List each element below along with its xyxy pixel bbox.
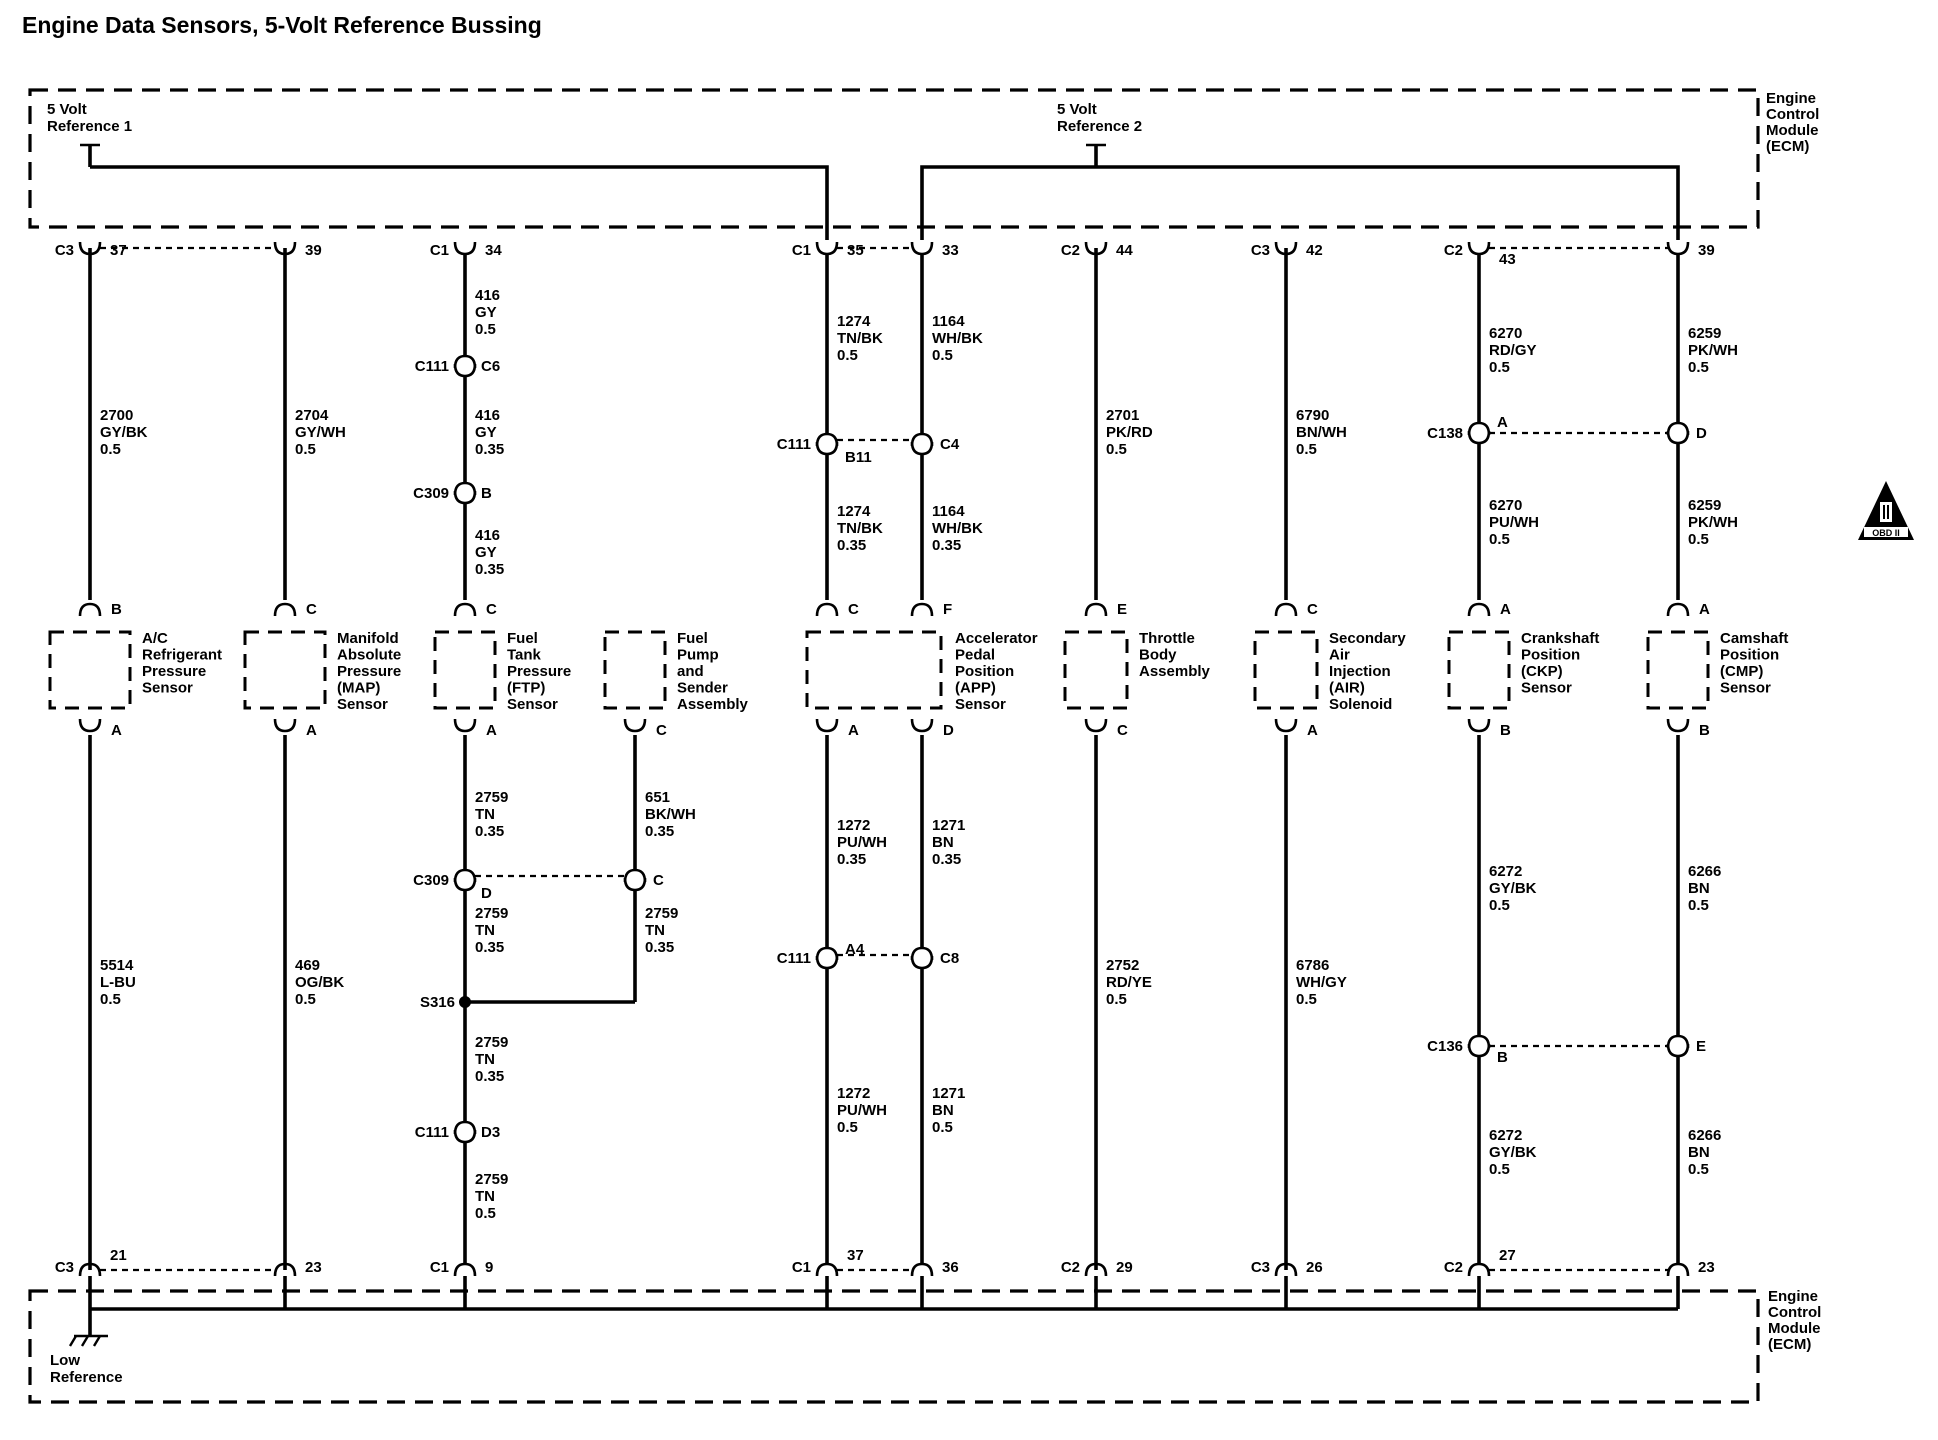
circuit-4-w1-2: 0.35 [837, 537, 867, 554]
circuit-1-bottom-pin: 23 [305, 1259, 322, 1276]
circuit-5-sensor-bottom-pin [912, 719, 932, 731]
circuit-4-inline-0-cap [817, 434, 837, 446]
circuit-8-top-conn: C2 [1443, 242, 1463, 259]
circuit-2-inline-pin-0: C6 [481, 358, 501, 375]
circuit-2-inline-2-cup [455, 878, 475, 890]
circuit-4-w3-2: 0.5 [837, 1119, 858, 1136]
circuit-0-sensor-box [50, 632, 130, 708]
circuit-8-w2-1: GY/BK [1489, 880, 1537, 897]
circuit-4-sensor-label-2: Position [955, 663, 1015, 680]
ecm-bottom-label-2: Control [1768, 1304, 1822, 1321]
circuit-2-sensor-label-4: Sensor [507, 696, 558, 713]
ecm-bottom-label-4: (ECM) [1768, 1336, 1812, 1353]
circuit-4-bottom-connector [817, 1264, 837, 1276]
circuit-2-inline-conn-1: C309 [413, 485, 449, 502]
circuit-4-w2-1: PU/WH [837, 834, 887, 851]
circuit-4-sensor-label-0: Accelerator [955, 630, 1038, 647]
app-sensor-box [807, 632, 941, 708]
circuit-0-sensor-bottom-pin [80, 719, 100, 731]
circuit-2-inline-3-cap [455, 1122, 475, 1134]
circuit-3-w1-0: 2759 [645, 905, 679, 922]
circuit-2-top-conn: C1 [429, 242, 449, 259]
circuit-9-inline-1-cup [1668, 1044, 1688, 1056]
circuit-4-bottom-conn: C1 [791, 1259, 811, 1276]
circuit-7-bottom-pin-label: A [1307, 722, 1318, 739]
circuit-7-upper-label-0: 6790 [1296, 407, 1330, 424]
circuit-9-w3-1: BN [1688, 1144, 1710, 1161]
circuit-2-inline-conn-0: C111 [414, 358, 449, 375]
circuit-8-inline-1-cup [1469, 1044, 1489, 1056]
circuit-6-sensor-label-2: Assembly [1139, 663, 1210, 680]
circuit-5-inline-1-cap [912, 948, 932, 960]
circuit-8-w3-0: 6272 [1489, 1127, 1523, 1144]
circuit-2-w6-1: TN [475, 1188, 495, 1205]
circuit-8-inline-0-cup [1469, 431, 1489, 443]
circuit-0-top-conn: C3 [54, 242, 74, 259]
circuit-1-top-pin: 39 [305, 242, 322, 259]
circuit-2-w4-0: 2759 [475, 905, 509, 922]
circuit-2-w0-0: 416 [475, 287, 501, 304]
circuit-1-upper-label-2: 0.5 [295, 441, 316, 458]
circuit-8-sensor-top-pin [1469, 604, 1489, 616]
circuit-2-w3-1: TN [475, 806, 495, 823]
circuit-6-sensor-top-pin [1086, 604, 1106, 616]
circuit-7-sensor-label-1: Air [1329, 646, 1350, 664]
circuit-8-w1-1: PU/WH [1489, 514, 1539, 531]
circuit-9-inline-1-cap [1668, 1036, 1688, 1048]
circuit-2-w4-2: 0.35 [475, 939, 505, 956]
circuit-4-inline-1-cap [817, 948, 837, 960]
circuit-2-inline-1-cap [455, 483, 475, 495]
circuit-8-w2-0: 6272 [1489, 863, 1523, 880]
circuit-0-lower-label-1: L-BU [100, 974, 136, 991]
ecm-top-label-1: Engine [1766, 90, 1817, 107]
circuit-4-bottom-pin: 37 [847, 1247, 864, 1264]
circuit-6-sensor-label-1: Body [1139, 646, 1177, 664]
circuit-8-bottom-conn: C2 [1443, 1259, 1463, 1276]
circuit-4-sensor-label-4: Sensor [955, 696, 1006, 713]
circuit-0-sensor-top-pin [80, 604, 100, 616]
circuit-6-upper-label-1: PK/RD [1106, 424, 1153, 441]
circuit-6-top-pin-label: E [1117, 601, 1128, 618]
circuit-7-lower-label-1: WH/GY [1296, 974, 1347, 991]
circuit-4-inline-conn-1: C111 [776, 950, 811, 967]
circuit-5-top-connector [912, 242, 932, 254]
circuit-8-w2-2: 0.5 [1489, 897, 1510, 914]
circuit-8-w3-2: 0.5 [1489, 1161, 1510, 1178]
circuit-1-lower-label-2: 0.5 [295, 991, 316, 1008]
circuit-1-sensor-label-1: Absolute [337, 646, 402, 664]
circuit-2-top-pin-label: C [486, 601, 497, 618]
circuit-3-w1-2: 0.35 [645, 939, 675, 956]
circuit-0-top-pin: 37 [110, 242, 127, 259]
circuit-6-lower-label-1: RD/YE [1106, 974, 1152, 991]
circuit-0-bottom-conn: C3 [54, 1259, 74, 1276]
circuit-2-inline-pin-3: D3 [481, 1124, 501, 1141]
circuit-2-sensor-top-pin [455, 604, 475, 616]
circuit-2-w5-1: TN [475, 1051, 495, 1068]
circuit-5-w0-0: 1164 [932, 313, 965, 330]
circuit-8-sensor-label-1: Position [1521, 646, 1581, 664]
circuit-4-bottom-pin-label: A [848, 722, 859, 739]
circuit-7-sensor-label-3: (AIR) [1329, 679, 1365, 697]
circuit-4-w2-2: 0.35 [837, 851, 867, 868]
circuit-2-w6-2: 0.5 [475, 1205, 496, 1222]
circuit-7-sensor-label-4: Solenoid [1329, 696, 1393, 713]
circuit-5-bottom-pin-label: D [943, 722, 954, 739]
ref2-bus [922, 167, 1678, 240]
ref1-bus [90, 167, 827, 240]
circuit-4-top-pin: 35 [847, 242, 864, 259]
circuit-8-sensor-box [1449, 632, 1509, 708]
circuit-3-sensor-box [605, 632, 665, 708]
circuit-7-sensor-top-pin [1276, 604, 1296, 616]
circuit-5-w2-2: 0.35 [932, 851, 962, 868]
circuit-8-inline-pin-1: B [1497, 1049, 1508, 1066]
circuit-3-w1-1: TN [645, 922, 665, 939]
ref1-label-1: 5 Volt [47, 101, 87, 118]
circuit-7-lower-label-0: 6786 [1296, 957, 1330, 974]
circuit-7-bottom-pin: 26 [1306, 1259, 1323, 1276]
circuit-2-w0-2: 0.5 [475, 321, 496, 338]
circuit-2-sensor-label-2: Pressure [507, 663, 572, 680]
circuit-1-sensor-label-2: Pressure [337, 663, 402, 680]
circuit-4-w3-1: PU/WH [837, 1102, 887, 1119]
circuit-5-sensor-top-pin [912, 604, 932, 616]
circuit-1-lower-label-0: 469 [295, 957, 321, 974]
circuit-2-bottom-conn: C1 [429, 1259, 449, 1276]
circuit-8-bottom-connector [1469, 1264, 1489, 1276]
circuit-5-inline-0-cap [912, 434, 932, 446]
circuit-7-bottom-conn: C3 [1250, 1259, 1270, 1276]
circuit-6-sensor-box [1065, 632, 1127, 708]
circuit-1-sensor-label-3: (MAP) [337, 679, 381, 697]
circuit-8-w3-1: GY/BK [1489, 1144, 1537, 1161]
circuit-5-w0-1: WH/BK [932, 330, 983, 347]
circuit-4-w1-1: TN/BK [837, 520, 883, 537]
circuit-8-top-connector [1469, 242, 1489, 254]
circuit-7-sensor-label-2: Injection [1329, 663, 1391, 680]
circuit-5-inline-0-cup [912, 442, 932, 454]
circuit-5-w0-2: 0.5 [932, 347, 953, 364]
circuit-0-top-pin-label: B [111, 601, 122, 618]
circuit-9-w3-2: 0.5 [1688, 1161, 1709, 1178]
circuit-8-top-pin: 43 [1499, 251, 1516, 268]
circuit-2-inline-0-cap [455, 356, 475, 368]
circuit-6-bottom-pin-label: C [1117, 722, 1128, 739]
circuit-2-top-connector [455, 242, 475, 254]
circuit-2-sensor-bottom-pin [455, 719, 475, 731]
circuit-2-w5-2: 0.35 [475, 1068, 505, 1085]
ref2-terminal [1086, 145, 1106, 167]
circuit-0-upper-label-2: 0.5 [100, 441, 121, 458]
circuit-8-sensor-label-2: (CKP) [1521, 663, 1563, 680]
ecm-bottom-label-1: Engine [1768, 1288, 1819, 1305]
circuit-8-inline-conn-0: C138 [1427, 425, 1463, 442]
circuit-1-sensor-top-pin [275, 604, 295, 616]
circuit-7-upper-label-1: BN/WH [1296, 424, 1347, 441]
circuit-8-inline-conn-1: C136 [1427, 1038, 1463, 1055]
circuit-5-w1-0: 1164 [932, 503, 965, 520]
circuit-1-lower-label-1: OG/BK [295, 974, 345, 991]
circuit-5-inline-1-cup [912, 956, 932, 968]
circuit-4-inline-1-cup [817, 956, 837, 968]
circuit-0-upper-label-1: GY/BK [100, 424, 148, 441]
circuit-5-w2-1: BN [932, 834, 954, 851]
circuit-5-inline-pin-0: C4 [940, 436, 960, 453]
circuit-7-top-pin: 42 [1306, 242, 1323, 259]
circuit-2-inline-pin-2: D [481, 885, 492, 902]
circuit-marks [50, 242, 1788, 1309]
circuit-4-w3-0: 1272 [837, 1085, 871, 1102]
circuit-2-top-pin: 34 [485, 242, 502, 259]
circuit-9-w0-0: 6259 [1688, 325, 1722, 342]
circuit-2-inline-conn-2: C309 [413, 872, 449, 889]
circuit-2-inline-pin-1: B [481, 485, 492, 502]
circuit-0-bottom-pin: 21 [110, 1247, 127, 1264]
ref2-label-1: 5 Volt [1057, 101, 1097, 118]
circuit-4-inline-pin-0: B11 [845, 449, 872, 466]
circuit-8-sensor-bottom-pin [1469, 719, 1489, 731]
circuit-4-w1-0: 1274 [837, 503, 871, 520]
circuit-1-sensor-label-4: Sensor [337, 696, 388, 713]
circuit-6-top-pin: 44 [1116, 242, 1133, 259]
circuit-3-sensor-bottom-pin [625, 719, 645, 731]
circuit-4-top-pin-label: C [848, 601, 859, 618]
circuit-9-w0-2: 0.5 [1688, 359, 1709, 376]
circuit-8-inline-0-cap [1469, 423, 1489, 435]
circuit-3-inline-0-cup [625, 878, 645, 890]
circuit-4-sensor-top-pin [817, 604, 837, 616]
circuit-6-upper-label-2: 0.5 [1106, 441, 1127, 458]
circuit-4-top-connector [817, 242, 837, 254]
circuit-1-upper-label-1: GY/WH [295, 424, 346, 441]
circuit-8-w1-0: 6270 [1489, 497, 1523, 514]
ecm-top-label-3: Module [1766, 122, 1819, 139]
circuit-9-top-pin-label: A [1699, 601, 1710, 618]
circuit-5-w3-1: BN [932, 1102, 954, 1119]
circuit-2-sensor-label-0: Fuel [507, 630, 538, 647]
circuit-7-lower-label-2: 0.5 [1296, 991, 1317, 1008]
circuit-1-top-pin-label: C [306, 601, 317, 618]
circuit-2-inline-3-cup [455, 1130, 475, 1142]
circuit-2-w2-0: 416 [475, 527, 501, 544]
circuit-9-w3-0: 6266 [1688, 1127, 1722, 1144]
circuit-3-inline-pin-0: C [653, 872, 664, 889]
circuit-4-w0-2: 0.5 [837, 347, 858, 364]
circuit-1-sensor-box [245, 632, 325, 708]
circuit-6-lower-label-0: 2752 [1106, 957, 1140, 974]
circuit-1-sensor-bottom-pin [275, 719, 295, 731]
ecm-top-label-4: (ECM) [1766, 138, 1810, 155]
circuit-9-sensor-bottom-pin [1668, 719, 1688, 731]
circuit-4-inline-pin-1: A4 [845, 941, 865, 958]
circuit-9-bottom-pin-label: B [1699, 722, 1710, 739]
circuit-6-sensor-label-0: Throttle [1139, 630, 1195, 647]
circuit-4-sensor-label-3: (APP) [955, 679, 996, 697]
ref2-label-2: Reference 2 [1057, 118, 1143, 135]
circuit-9-bottom-pin: 23 [1698, 1259, 1715, 1276]
circuit-8-sensor-label-0: Crankshaft [1521, 630, 1600, 647]
circuit-3-sensor-label-2: and [677, 663, 704, 680]
circuit-2-sensor-label-3: (FTP) [507, 679, 546, 697]
circuit-9-w1-0: 6259 [1688, 497, 1722, 514]
circuit-2-w5-0: 2759 [475, 1034, 509, 1051]
ecm-top-box [30, 90, 1758, 227]
circuit-2-inline-0-cup [455, 364, 475, 376]
circuit-5-w1-2: 0.35 [932, 537, 962, 554]
circuit-2-w1-2: 0.35 [475, 441, 505, 458]
circuit-0-bottom-pin-label: A [111, 722, 122, 739]
circuit-6-top-conn: C2 [1060, 242, 1080, 259]
circuit-6-upper-label-0: 2701 [1106, 407, 1140, 424]
circuit-0-upper-label-0: 2700 [100, 407, 134, 424]
circuit-2-w1-0: 416 [475, 407, 501, 424]
circuit-5-top-pin: 33 [942, 242, 959, 259]
low-ref-label-2: Reference [50, 1369, 123, 1386]
circuit-0-sensor-label-3: Sensor [142, 679, 193, 697]
circuit-8-sensor-label-3: Sensor [1521, 679, 1572, 697]
circuit-5-w3-0: 1271 [932, 1085, 966, 1102]
circuit-2-bottom-pin-label: A [486, 722, 497, 739]
circuit-5-bottom-connector [912, 1264, 932, 1276]
circuit-9-sensor-top-pin [1668, 604, 1688, 616]
circuit-3-sensor-label-4: Assembly [677, 696, 748, 713]
circuit-2-inline-conn-3: C111 [414, 1124, 449, 1141]
page-title: Engine Data Sensors, 5-Volt Reference Bussing [22, 12, 542, 38]
circuit-3-sensor-label-0: Fuel [677, 630, 708, 647]
circuit-4-inline-conn-0: C111 [776, 436, 811, 453]
circuit-6-sensor-bottom-pin [1086, 719, 1106, 731]
circuit-8-bottom-pin-label: B [1500, 722, 1511, 739]
circuit-5-inline-pin-1: C8 [940, 950, 960, 967]
circuit-9-w2-1: BN [1688, 880, 1710, 897]
ecm-top-label-2: Control [1766, 106, 1820, 123]
circuit-9-inline-pin-1: E [1696, 1038, 1707, 1055]
ecm-bottom-label-3: Module [1768, 1320, 1821, 1337]
circuit-2-w3-2: 0.35 [475, 823, 505, 840]
circuit-7-top-pin-label: C [1307, 601, 1318, 618]
circuit-2-bottom-pin: 9 [485, 1259, 494, 1276]
circuit-2-w4-1: TN [475, 922, 495, 939]
circuit-2-inline-1-cup [455, 491, 475, 503]
circuit-3-sensor-label-1: Pump [677, 646, 719, 664]
splice-s316-label: S316 [419, 994, 455, 1011]
circuit-7-upper-label-2: 0.5 [1296, 441, 1317, 458]
ref1-terminal [80, 145, 100, 167]
circuit-3-inline-0-cap [625, 870, 645, 882]
circuit-7-top-conn: C3 [1250, 242, 1270, 259]
circuit-2-w1-1: GY [475, 424, 497, 441]
circuit-4-top-conn: C1 [791, 242, 811, 259]
circuit-6-bottom-conn: C2 [1060, 1259, 1080, 1276]
circuit-5-w1-1: WH/BK [932, 520, 983, 537]
circuit-0-sensor-label-0: A/C [142, 630, 168, 647]
circuit-9-top-connector [1668, 242, 1688, 254]
circuit-9-sensor-label-3: Sensor [1720, 679, 1771, 697]
circuit-8-w1-2: 0.5 [1489, 531, 1510, 548]
circuit-8-w0-0: 6270 [1489, 325, 1523, 342]
circuit-4-w0-1: TN/BK [837, 330, 883, 347]
circuit-6-bottom-pin: 29 [1116, 1259, 1133, 1276]
circuit-9-sensor-label-1: Position [1720, 646, 1780, 664]
circuit-2-w2-1: GY [475, 544, 497, 561]
circuit-8-w0-2: 0.5 [1489, 359, 1510, 376]
circuit-9-inline-0-cup [1668, 431, 1688, 443]
circuit-4-w0-0: 1274 [837, 313, 871, 330]
circuit-0-lower-label-0: 5514 [100, 957, 134, 974]
circuit-8-top-pin-label: A [1500, 601, 1511, 618]
circuit-9-w0-1: PK/WH [1688, 342, 1738, 359]
circuit-8-inline-pin-0: A [1497, 414, 1508, 431]
circuit-2-w2-2: 0.35 [475, 561, 505, 578]
circuit-9-inline-pin-0: D [1696, 425, 1707, 442]
circuit-7-sensor-bottom-pin [1276, 719, 1296, 731]
circuit-2-w0-1: GY [475, 304, 497, 321]
circuit-6-lower-label-2: 0.5 [1106, 991, 1127, 1008]
circuit-2-sensor-label-1: Tank [507, 646, 541, 664]
obd-ii-icon [1858, 481, 1914, 540]
circuit-3-w0-2: 0.35 [645, 823, 675, 840]
circuit-5-w2-0: 1271 [932, 817, 966, 834]
circuit-5-bottom-pin: 36 [942, 1259, 959, 1276]
circuit-0-sensor-label-1: Refrigerant [142, 646, 223, 664]
circuit-8-bottom-pin: 27 [1499, 1247, 1516, 1264]
ground-symbol [70, 1309, 108, 1346]
circuit-7-sensor-box [1255, 632, 1317, 708]
circuit-9-bottom-connector [1668, 1264, 1688, 1276]
circuit-4-sensor-label-1: Pedal [955, 646, 996, 664]
circuit-2-sensor-box [435, 632, 495, 708]
circuit-9-inline-0-cap [1668, 423, 1688, 435]
circuit-3-w0-0: 651 [645, 789, 671, 806]
circuit-4-inline-0-cup [817, 442, 837, 454]
circuit-2-inline-2-cap [455, 870, 475, 882]
circuit-2-w3-0: 2759 [475, 789, 509, 806]
circuit-1-bottom-pin-label: A [306, 722, 317, 739]
circuit-3-w0-1: BK/WH [645, 806, 696, 823]
low-ref-label-1: Low [50, 1352, 80, 1369]
circuit-0-sensor-label-2: Pressure [142, 663, 207, 680]
ref1-label-2: Reference 1 [47, 118, 133, 135]
obd-badge-text: OBD II [1872, 528, 1900, 538]
circuit-9-w1-1: PK/WH [1688, 514, 1738, 531]
circuit-5-top-pin-label: F [943, 601, 953, 618]
circuit-2-bottom-connector [455, 1264, 475, 1276]
circuit-9-sensor-label-0: Camshaft [1720, 630, 1789, 647]
circuit-7-sensor-label-0: Secondary [1329, 630, 1406, 647]
circuit-9-sensor-label-2: (CMP) [1720, 663, 1764, 680]
circuit-8-inline-1-cap [1469, 1036, 1489, 1048]
circuit-9-w1-2: 0.5 [1688, 531, 1709, 548]
circuit-4-sensor-bottom-pin [817, 719, 837, 731]
circuit-1-upper-label-0: 2704 [295, 407, 329, 424]
circuit-3-bottom-pin-label: C [656, 722, 667, 739]
circuit-5-w3-2: 0.5 [932, 1119, 953, 1136]
circuit-4-w2-0: 1272 [837, 817, 871, 834]
circuit-2-w6-0: 2759 [475, 1171, 509, 1188]
circuit-9-w2-0: 6266 [1688, 863, 1722, 880]
circuit-8-w0-1: RD/GY [1489, 342, 1537, 359]
circuit-3-sensor-label-3: Sender [677, 679, 728, 697]
circuit-0-lower-label-2: 0.5 [100, 991, 121, 1008]
circuit-1-sensor-label-0: Manifold [337, 630, 399, 647]
circuit-9-w2-2: 0.5 [1688, 897, 1709, 914]
circuit-9-sensor-box [1648, 632, 1708, 708]
circuit-9-top-pin: 39 [1698, 242, 1715, 259]
